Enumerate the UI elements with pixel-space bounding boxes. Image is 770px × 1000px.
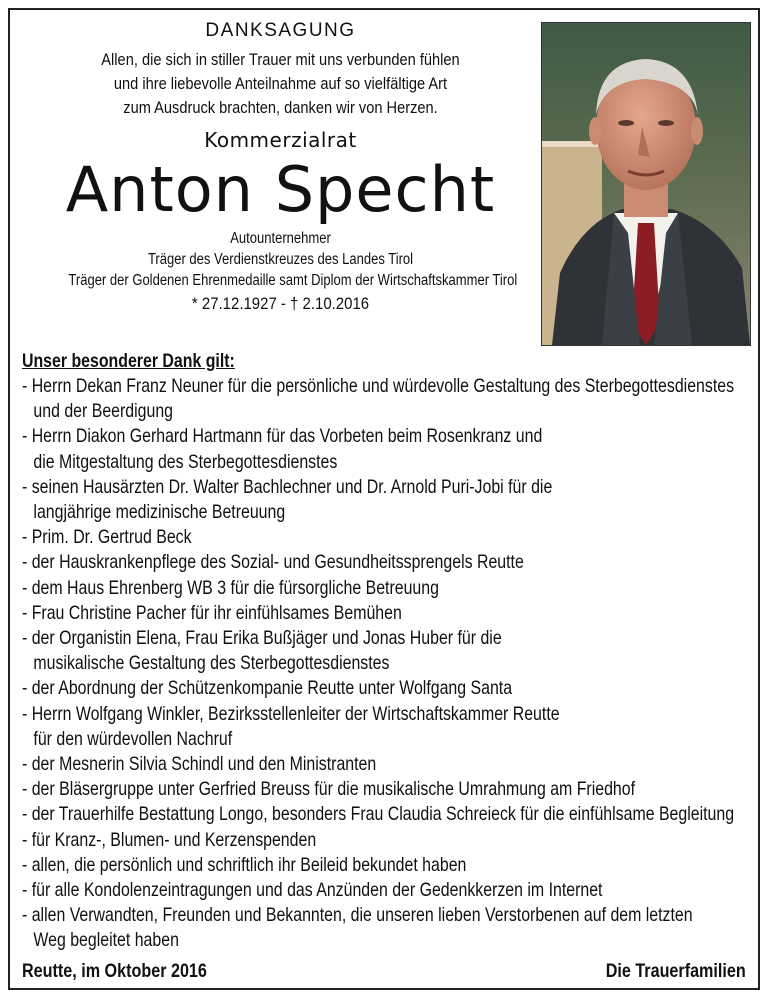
list-item: - Prim. Dr. Gertrud Beck — [22, 526, 192, 549]
honorary-title: Kommerzialrat — [204, 128, 357, 152]
list-item: - Herrn Wolfgang Winkler, Bezirksstellenleiter der Wirtschaftskammer Reutte für den würdevollen Nachruf — [22, 702, 560, 750]
list-item: - der Bläsergruppe unter Gerfried Breuss für die musikalische Umrahmung am Friedhof — [22, 778, 636, 801]
notice-header — [28, 18, 533, 316]
title-line: Träger der Goldenen Ehrenmedaille samt Diplom der Wirtschaftskammer Tirol — [68, 272, 518, 289]
deceased-titles — [68, 228, 518, 291]
thanks-heading: Unser besonderer Dank gilt: — [22, 350, 235, 372]
portrait-photo — [541, 22, 751, 346]
deceased-name: Anton Specht — [65, 153, 496, 226]
list-item: - der Abordnung der Schützenkompanie Reutte unter Wolfgang Santa — [22, 677, 513, 700]
signature: Die Trauerfamilien — [605, 961, 746, 982]
thanks-list — [22, 374, 756, 954]
list-item: - der Hauskrankenpflege des Sozial- und Gesundheitssprengels Reutte — [22, 551, 524, 574]
intro-text — [63, 48, 497, 120]
list-item: - Frau Christine Pacher für ihr einfühlsames Bemühen — [22, 601, 402, 624]
list-item: - der Trauerhilfe Bestattung Longo, besonders Frau Claudia Schreieck für die einfühlsame Begleitung — [22, 803, 735, 826]
list-item: - allen Verwandten, Freunden und Bekannten, die unseren lieben Verstorbenen auf dem letzten Weg begleitet haben — [22, 904, 693, 952]
intro-line: Allen, die sich in stiller Trauer mit uns verbunden fühlen — [101, 50, 460, 69]
list-item: - der Organistin Elena, Frau Erika Bußjäger und Jonas Huber für die musikalische Gestaltung des Sterbegottesdienstes — [22, 627, 502, 675]
notice-title: DANKSAGUNG — [205, 20, 356, 41]
title-line: Autounternehmer — [230, 230, 331, 247]
list-item: - dem Haus Ehrenberg WB 3 für die fürsorgliche Betreuung — [22, 576, 439, 599]
list-item: - für alle Kondolenzeintragungen und das Anzünden der Gedenkkerzen im Internet — [22, 879, 603, 902]
life-dates: * 27.12.1927 - † 2.10.2016 — [191, 294, 370, 313]
list-item: - allen, die persönlich und schriftlich ihr Beileid bekundet haben — [22, 853, 467, 876]
intro-line: und ihre liebevolle Anteilnahme auf so vielfältige Art — [113, 74, 448, 93]
list-item: - der Mesnerin Silvia Schindl und den Ministranten — [22, 753, 377, 776]
list-item: - Herrn Dekan Franz Neuner für die persönliche und würdevolle Gestaltung des Sterbegottesdienstes und der Beerdigung — [22, 375, 735, 423]
thanks-section — [22, 349, 756, 954]
list-item: - Herrn Diakon Gerhard Hartmann für das Vorbeten beim Rosenkranz und die Mitgestaltung des Sterbegottesdienstes — [22, 425, 543, 473]
intro-line: zum Ausdruck brachten, danken wir von Herzen. — [123, 98, 438, 117]
list-item: - seinen Hausärzten Dr. Walter Bachlechner und Dr. Arnold Puri-Jobi für die langjährige medizinische Betreuung — [22, 475, 553, 524]
title-line: Träger des Verdienstkreuzes des Landes Tirol — [147, 251, 414, 268]
place-date: Reutte, im Oktober 2016 — [22, 961, 207, 982]
list-item: - für Kranz-, Blumen- und Kerzenspenden — [22, 828, 317, 851]
